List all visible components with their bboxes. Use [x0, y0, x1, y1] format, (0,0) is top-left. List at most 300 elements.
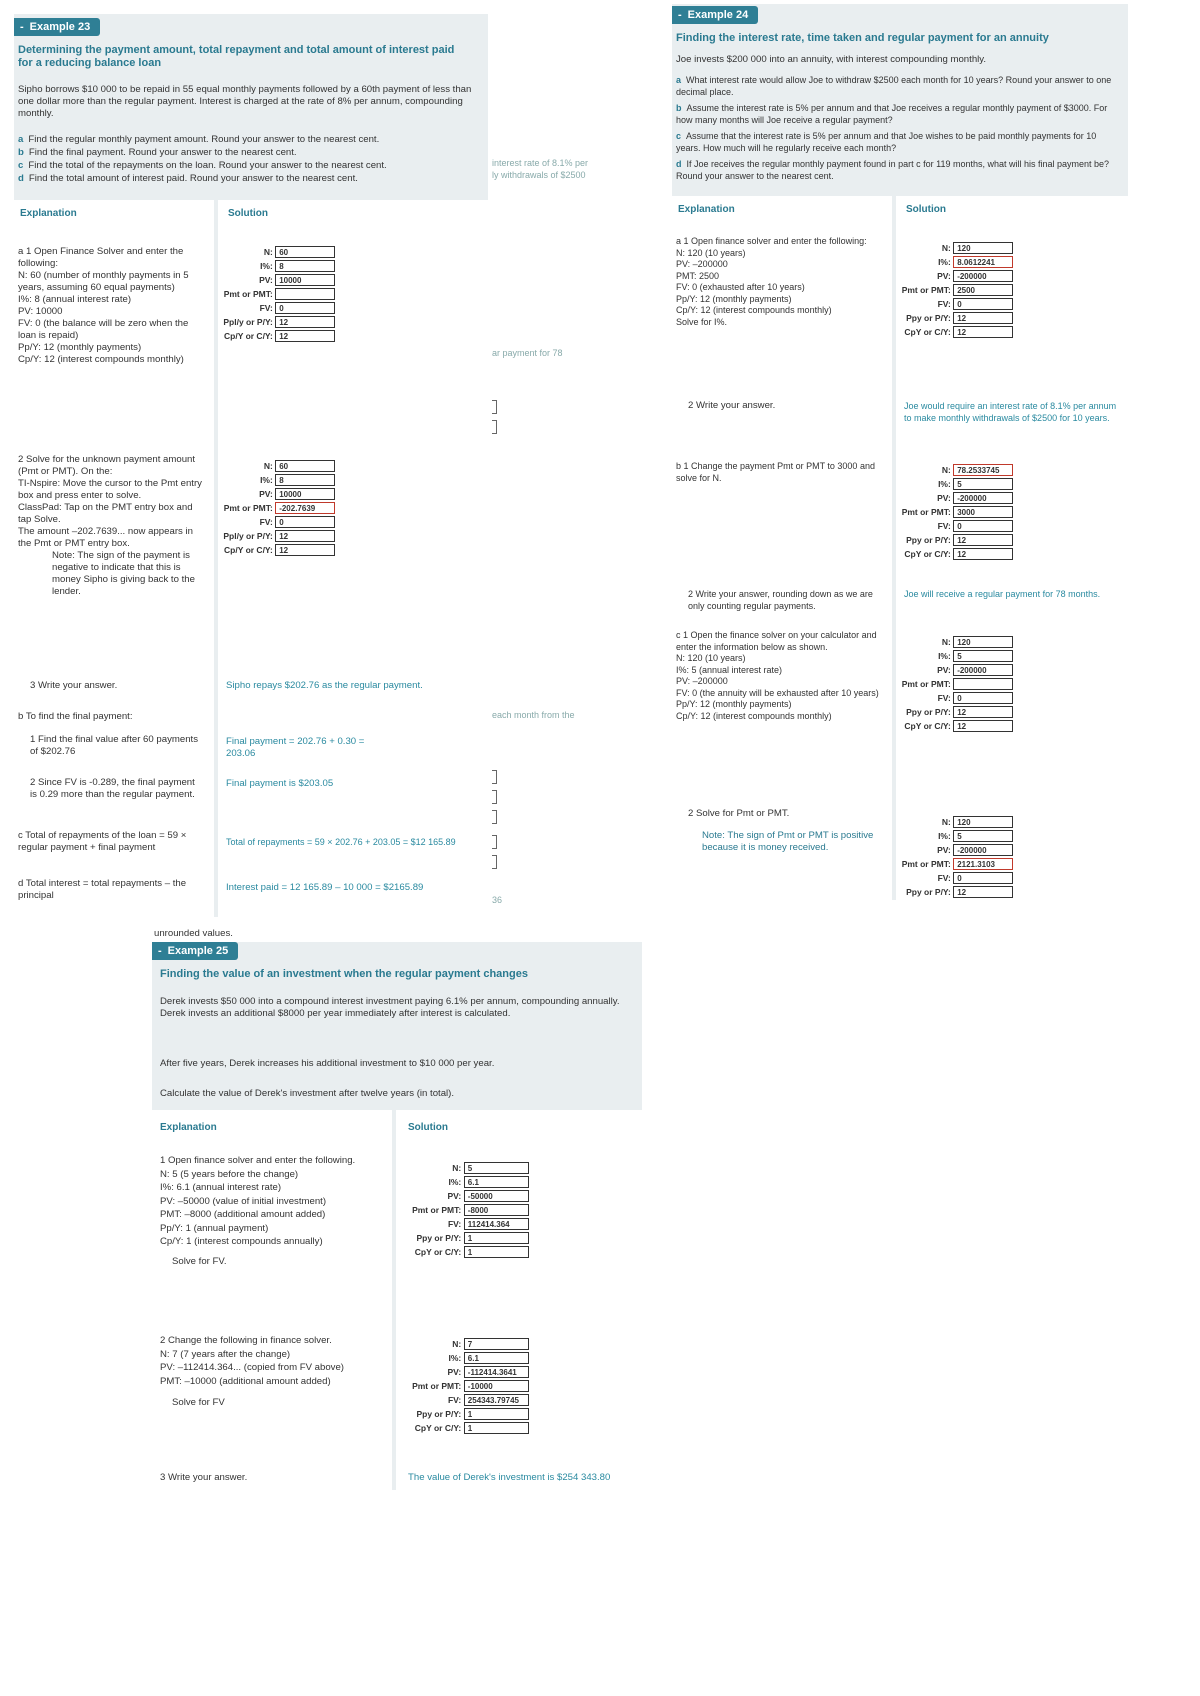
calculator-field-value: 12 [275, 330, 335, 342]
calculator-row [404, 1246, 534, 1260]
calculator-field-value: 12 [953, 534, 1013, 546]
calculator-field-value: 10000 [275, 488, 335, 500]
calculator-field-label: Pmt or PMT: [223, 289, 273, 299]
example-23-item-c [18, 160, 478, 172]
example-24-calculator-d [898, 816, 1018, 900]
item-letter: a [676, 75, 682, 85]
fragment-text-4: each month from the [492, 710, 575, 720]
calculator-field-value: 5 [953, 830, 1013, 842]
calculator-field-value: 12 [953, 720, 1013, 732]
calculator-row [220, 330, 340, 344]
explanation-line: FV: 0 (the balance will be zero when the loan is repaid) [18, 318, 189, 341]
example-24-item-b [676, 102, 1120, 126]
example-23-answer-b2: Final payment is $203.05 [226, 778, 334, 789]
calculator-row [898, 492, 1018, 506]
example-23-item-a [18, 134, 478, 146]
explanation-line: Pp/Y: 1 (annual payment) [160, 1222, 269, 1234]
calculator-field-label: PV: [259, 275, 273, 285]
calculator-field-label: Ppl/y or P/Y: [223, 531, 273, 541]
calculator-field-label: Pmt or PMT: [901, 679, 951, 689]
calculator-field-label: Pmt or PMT: [223, 503, 273, 513]
item-text: Assume that the interest rate is 5% per annum and that Joe wishes to be paid monthly payments for 10 years. How much will he regularly receive each month? [676, 131, 1097, 153]
calculator-field-label: Cp/Y or C/Y: [224, 331, 273, 341]
margin-mark [492, 400, 497, 414]
calculator-field-value: 10000 [275, 274, 335, 286]
calculator-field-value: 1 [464, 1246, 529, 1258]
calculator-field-label: Pmt or PMT: [901, 507, 951, 517]
calculator-row [898, 242, 1018, 256]
calculator-field-value: 1 [464, 1232, 529, 1244]
calculator-field-label: N: [452, 1339, 462, 1349]
calculator-field-value: 3000 [953, 506, 1013, 518]
item-text: Find the regular monthly payment amount. Round your answer to the nearest cent. [28, 134, 380, 145]
explanation-line: PV: 10000 [18, 306, 63, 317]
calculator-field-value: 0 [953, 520, 1013, 532]
explanation-line: Cp/Y: 12 (interest compounds monthly) [676, 710, 832, 721]
item-text: What interest rate would allow Joe to withdraw $2500 each month for 10 years? Round your answer to one decimal place. [676, 75, 1112, 97]
example-23-step-b1: 1 Find the final value after 60 payments of $202.76 [30, 734, 198, 757]
calculator-field-label: N: [941, 243, 951, 253]
calculator-row [220, 530, 340, 544]
calculator-row [898, 534, 1018, 548]
calculator-field-label: PV: [259, 489, 273, 499]
calculator-field-value: 12 [953, 326, 1013, 338]
example-23-solution-header: Solution [228, 208, 268, 219]
example-23-step-b2: 2 Since FV is -0.289, the final payment is 0.29 more than the regular payment. [30, 777, 195, 800]
calculator-field-label: I%: [448, 1353, 462, 1363]
calculator-field-label: I%: [938, 651, 951, 661]
calculator-field-value: 7 [464, 1338, 529, 1350]
calculator-field-label: Ppy or P/Y: [906, 887, 951, 897]
explanation-line: Solve for I%. [676, 316, 728, 327]
explanation-line: ClassPad: Tap on the PMT entry box and tap Solve. [18, 502, 193, 525]
calculator-row [898, 506, 1018, 520]
margin-mark [492, 855, 497, 869]
explanation-line: Pp/Y: 12 (monthly payments) [18, 342, 142, 353]
example-24-answer-b: Joe will receive a regular payment for 78 months. [904, 589, 1101, 599]
calculator-field-value: 0 [275, 516, 335, 528]
explanation-line: Pp/Y: 12 (monthly payments) [676, 699, 792, 709]
example-24-step-a1 [676, 236, 886, 328]
calculator-field-label: CpY or C/Y: [904, 721, 951, 731]
calculator-row [898, 548, 1018, 562]
calculator-row [404, 1422, 534, 1436]
example-24-item-d [676, 158, 1120, 182]
calculator-row [898, 844, 1018, 858]
explanation-line: 1 Open finance solver and enter the following. [160, 1155, 356, 1166]
example-23-explanation-header: Explanation [20, 208, 77, 219]
example-24-calculator-c [898, 636, 1018, 736]
example-25-solution-header: Solution [408, 1122, 448, 1133]
calculator-row [404, 1338, 534, 1352]
explanation-line: a 1 Open Finance Solver and enter the following: [18, 246, 184, 269]
explanation-line: Note: The sign of the payment is negative to indicate that this is money Sipho is giving back to the lender. [52, 550, 195, 597]
item-text: Find the final payment. Round your answer to the nearest cent. [28, 147, 297, 158]
calculator-field-label: PV: [937, 665, 951, 675]
calculator-field-label: Ppl/y or P/Y: [223, 317, 273, 327]
calculator-row [898, 298, 1018, 312]
calculator-row [220, 460, 340, 474]
calculator-field-label: I%: [938, 257, 951, 267]
calculator-field-label: PV: [937, 845, 951, 855]
item-text: Find the total amount of interest paid. Round your answer to the nearest cent. [28, 173, 358, 184]
example-24-panel [672, 4, 1128, 900]
calculator-field-value: -8000 [464, 1204, 529, 1216]
calculator-row [220, 474, 340, 488]
calculator-field-value: 8 [275, 474, 335, 486]
example-23-answer-c: Total of repayments = 59 × 202.76 + 203.05 = $12 165.89 [226, 837, 456, 847]
calculator-row [404, 1176, 534, 1190]
example-25-title: Finding the value of an investment when the regular payment changes [160, 968, 528, 980]
calculator-field-value: 12 [275, 316, 335, 328]
calculator-field-label: FV: [259, 303, 273, 313]
calculator-field-value: -200000 [953, 844, 1013, 856]
calculator-row [220, 302, 340, 316]
calculator-field-value: -112414.3641 [464, 1366, 529, 1378]
example-24-step-c2-note: Note: The sign of Pmt or PMT is positive because it is money received. [702, 830, 874, 853]
calculator-row [220, 260, 340, 274]
calculator-field-value: -10000 [464, 1380, 529, 1392]
example-25-tag [152, 942, 238, 960]
item-letter: d [676, 159, 682, 169]
calculator-row [898, 886, 1018, 900]
explanation-line: Solve for FV [172, 1397, 225, 1408]
calculator-field-label: N: [452, 1163, 462, 1173]
calculator-field-value: 0 [953, 298, 1013, 310]
fragment-text-2: ly withdrawals of $2500 [492, 170, 586, 180]
explanation-line: PV: –50000 (value of initial investment) [160, 1195, 327, 1207]
example-24-item-a [676, 74, 1120, 98]
margin-mark [492, 420, 497, 434]
calculator-row [898, 326, 1018, 340]
item-text: If Joe receives the regular monthly payment found in part c for 119 months, what will his final payment be? Round your answer to the nearest cent. [676, 159, 1110, 181]
calculator-field-label: CpY or C/Y: [414, 1423, 462, 1433]
example-24-step-b2: 2 Write your answer, rounding down as we are only counting regular payments. [688, 589, 873, 611]
calculator-field-value: -200000 [953, 664, 1013, 676]
calculator-field-value: -200000 [953, 270, 1013, 282]
calculator-field-value: 5 [464, 1162, 529, 1174]
calculator-row [404, 1380, 534, 1394]
example-23-step-b: b To find the final payment: [18, 711, 133, 722]
explanation-line: 2 Change the following in finance solver. [160, 1335, 332, 1346]
explanation-line: Cp/Y: 12 (interest compounds monthly) [18, 354, 184, 365]
example-24-intro: Joe invests $200 000 into an annuity, with interest compounding monthly. [676, 54, 987, 65]
calculator-field-label: PV: [447, 1367, 462, 1377]
calculator-field-label: I%: [448, 1177, 462, 1187]
calculator-field-value: 2121.3103 [953, 858, 1013, 870]
explanation-line: PMT: 2500 [676, 270, 720, 281]
calculator-field-label: PV: [937, 493, 951, 503]
previous-page-footnote: unrounded values. [154, 928, 233, 939]
calculator-field-value: 120 [953, 816, 1013, 828]
calculator-field-label: CpY or C/Y: [414, 1247, 462, 1257]
explanation-line: N: 5 (5 years before the change) [160, 1168, 299, 1180]
calculator-field-value: 12 [953, 312, 1013, 324]
example-25-intro: Derek invests $50 000 into a compound interest investment paying 6.1% per annum, compounding annually. Derek invests an additional $8000 per year immediately after interest is calculated. [160, 996, 620, 1019]
collapse-dash-icon: - [20, 21, 24, 33]
explanation-line: a 1 Open finance solver and enter the following: [676, 236, 867, 246]
calculator-field-value: 5 [953, 650, 1013, 662]
example-23-step-d: d Total interest = total repayments – the principal [18, 878, 187, 901]
calculator-row [404, 1232, 534, 1246]
calculator-field-value [953, 678, 1013, 690]
explanation-line: Solve for FV. [172, 1255, 227, 1267]
example-25-intro-2: After five years, Derek increases his additional investment to $10 000 per year. [160, 1058, 495, 1069]
calculator-field-value: 0 [275, 302, 335, 314]
calculator-row [220, 246, 340, 260]
calculator-field-label: Pmt or PMT: [901, 285, 951, 295]
item-letter: c [18, 160, 24, 171]
explanation-line: PMT: –10000 (additional amount added) [160, 1375, 331, 1387]
calculator-row [898, 650, 1018, 664]
calculator-field-value: 60 [275, 246, 335, 258]
example-25-step-2 [160, 1334, 386, 1410]
example-23-title: Determining the payment amount, total repayment and total amount of interest paid for a reducing balance loan [18, 44, 455, 69]
calculator-field-value: 1 [464, 1408, 529, 1420]
calculator-row [220, 288, 340, 302]
example-23-item-b [18, 147, 478, 159]
calculator-field-label: CpY or C/Y: [904, 327, 951, 337]
calculator-field-label: I%: [938, 479, 951, 489]
explanation-line: N: 120 (10 years) [676, 653, 746, 663]
calculator-field-value: 2500 [953, 284, 1013, 296]
calculator-row [404, 1190, 534, 1204]
calculator-field-value: 1 [464, 1422, 529, 1434]
calculator-field-label: FV: [447, 1395, 462, 1405]
calculator-field-value: 0 [953, 692, 1013, 704]
calculator-row [404, 1204, 534, 1218]
calculator-field-value: 120 [953, 242, 1013, 254]
example-23-answer-a: Sipho repays $202.76 as the regular payment. [226, 680, 423, 691]
calculator-field-value: 6.1 [464, 1352, 529, 1364]
example-23-calculator-1 [220, 246, 340, 346]
calculator-row [898, 706, 1018, 720]
calculator-row [898, 858, 1018, 872]
calculator-field-label: I%: [260, 475, 273, 485]
calculator-field-value: 12 [275, 544, 335, 556]
fragment-text-3: ar payment for 78 [492, 348, 563, 358]
example-23-step-a2 [18, 454, 206, 598]
example-25-tag-label: Example 25 [167, 945, 229, 957]
calculator-field-label: I%: [938, 831, 951, 841]
calculator-row [220, 316, 340, 330]
example-23-step-a1 [18, 246, 206, 366]
calculator-row [220, 502, 340, 516]
example-23-calculator-2 [220, 460, 340, 560]
explanation-line: Cp/Y: 12 (interest compounds monthly) [676, 305, 832, 315]
calculator-row [898, 692, 1018, 706]
calculator-field-value: 120 [953, 636, 1013, 648]
calculator-row [898, 678, 1018, 692]
calculator-row [898, 270, 1018, 284]
example-23-answer-d: Interest paid = 12 165.89 – 10 000 = $2165.89 [226, 882, 424, 893]
explanation-line: PMT: –8000 (additional amount added) [160, 1209, 326, 1220]
example-23-answer-b1: Final payment = 202.76 + 0.30 = 203.06 [226, 736, 365, 759]
calculator-field-label: N: [941, 637, 951, 647]
example-25-step-3: 3 Write your answer. [160, 1472, 248, 1483]
calculator-field-value: 254343.79745 [464, 1394, 529, 1406]
explanation-line: c 1 Open the finance solver on your calculator and enter the information below as shown. [676, 630, 877, 652]
explanation-line: I%: 6.1 (annual interest rate) [160, 1182, 282, 1193]
calculator-field-value [275, 288, 335, 300]
fragment-text-5: 36 [492, 895, 503, 905]
calculator-row [898, 284, 1018, 298]
calculator-row [404, 1394, 534, 1408]
calculator-row [898, 478, 1018, 492]
explanation-line: PV: –200000 [676, 676, 728, 686]
example-24-answer-a: Joe would require an interest rate of 8.1% per annum to make monthly withdrawals of $2500 for 10 years. [904, 401, 1117, 423]
calculator-field-label: CpY or C/Y: [904, 549, 951, 559]
calculator-field-label: N: [263, 247, 273, 257]
example-25-step-1 [160, 1154, 386, 1268]
calculator-row [898, 664, 1018, 678]
explanation-line: Pp/Y: 12 (monthly payments) [676, 293, 792, 304]
calculator-field-label: FV: [937, 521, 951, 531]
explanation-line: FV: 0 (the annuity will be exhausted after 10 years) [676, 687, 879, 698]
example-24-tag [672, 6, 758, 24]
calculator-field-value: 112414.364 [464, 1218, 529, 1230]
calculator-field-label: FV: [447, 1219, 462, 1229]
calculator-row [898, 816, 1018, 830]
calculator-row [898, 464, 1018, 478]
example-23-step-c: c Total of repayments of the loan = 59 × regular payment + final payment [18, 830, 187, 853]
example-23-intro: Sipho borrows $10 000 to be repaid in 55 equal monthly payments followed by a 60th payment of less than one dollar more than the regular payment. Interest is charged at the rate of 8% per annum, compounding monthly. [18, 84, 472, 119]
example-23-step-a3: 3 Write your answer. [30, 680, 118, 691]
explanation-line: PV: –200000 [676, 259, 728, 269]
example-23-tag-label: Example 23 [29, 21, 91, 33]
item-letter: b [676, 103, 682, 113]
calculator-field-label: PV: [937, 271, 951, 281]
calculator-field-value: 8 [275, 260, 335, 272]
example-24-step-b1: b 1 Change the payment Pmt or PMT to 3000 and solve for N. [676, 461, 875, 483]
explanation-line: I%: 5 (annual interest rate) [676, 664, 783, 675]
example-24-calculator-a [898, 242, 1018, 342]
example-23-item-d [18, 173, 478, 185]
example-24-tag-label: Example 24 [687, 9, 749, 21]
explanation-line: N: 60 (number of monthly payments in 5 years, assuming 60 equal payments) [18, 270, 189, 293]
calculator-field-label: Ppy or P/Y: [906, 707, 951, 717]
calculator-field-label: FV: [937, 873, 951, 883]
example-25-intro-3: Calculate the value of Derek's investment after twelve years (in total). [160, 1088, 455, 1099]
calculator-field-value: 12 [953, 706, 1013, 718]
calculator-field-value: 78.2533745 [953, 464, 1013, 476]
calculator-field-value: 12 [275, 530, 335, 542]
calculator-field-label: Ppy or P/Y: [416, 1409, 462, 1419]
explanation-line: The amount –202.7639... now appears in the Pmt or PMT entry box. [18, 526, 193, 549]
calculator-row [404, 1408, 534, 1422]
calculator-row [898, 872, 1018, 886]
calculator-field-value: 60 [275, 460, 335, 472]
calculator-field-value: -200000 [953, 492, 1013, 504]
example-24-explanation-header: Explanation [678, 204, 735, 215]
example-24-step-c2: 2 Solve for Pmt or PMT. [688, 808, 790, 819]
item-letter: a [18, 134, 24, 145]
calculator-row [220, 488, 340, 502]
explanation-line: TI-Nspire: Move the cursor to the Pmt entry box and press enter to solve. [18, 478, 202, 501]
calculator-field-value: 12 [953, 886, 1013, 898]
explanation-line: FV: 0 (exhausted after 10 years) [676, 282, 805, 292]
calculator-field-value: 6.1 [464, 1176, 529, 1188]
calculator-field-label: FV: [937, 693, 951, 703]
calculator-field-label: N: [263, 461, 273, 471]
margin-mark [492, 770, 497, 784]
calculator-field-label: N: [941, 817, 951, 827]
example-24-calculator-b [898, 464, 1018, 564]
calculator-field-value: 5 [953, 478, 1013, 490]
explanation-line: I%: 8 (annual interest rate) [18, 294, 132, 305]
example-23-tag [14, 18, 100, 36]
calculator-field-label: N: [941, 465, 951, 475]
calculator-field-value: 12 [953, 548, 1013, 560]
explanation-line: N: 120 (10 years) [676, 247, 746, 258]
calculator-field-label: Ppy or P/Y: [906, 535, 951, 545]
calculator-row [404, 1352, 534, 1366]
calculator-field-label: Ppy or P/Y: [416, 1233, 462, 1243]
item-text: Find the total of the repayments on the loan. Round your answer to the nearest cent. [28, 160, 387, 171]
calculator-row [220, 544, 340, 558]
calculator-field-value: 0 [953, 872, 1013, 884]
collapse-dash-icon: - [678, 9, 682, 21]
item-letter: d [18, 173, 24, 184]
example-25-calculator-2 [404, 1338, 534, 1438]
explanation-line: Cp/Y: 1 (interest compounds annually) [160, 1236, 323, 1247]
calculator-field-label: FV: [259, 517, 273, 527]
calculator-field-label: FV: [937, 299, 951, 309]
highlighted-pmt-box: -202.7639 [275, 502, 335, 514]
example-24-item-c [676, 130, 1120, 154]
explanation-line: 2 Solve for the unknown payment amount (Pmt or PMT). On the: [18, 454, 196, 477]
example-25-explanation-header: Explanation [160, 1122, 217, 1133]
example-25-panel [152, 942, 642, 1490]
example-24-solution-header: Solution [906, 204, 946, 215]
explanation-line: PV: –112414.364... (copied from FV above) [160, 1362, 344, 1373]
calculator-row [220, 274, 340, 288]
explanation-line: N: 7 (7 years after the change) [160, 1348, 291, 1360]
calculator-field-label: Ppy or P/Y: [906, 313, 951, 323]
example-24-title: Finding the interest rate, time taken and regular payment for an annuity [676, 32, 1049, 44]
example-25-answer: The value of Derek's investment is $254 343.80 [408, 1472, 611, 1483]
margin-mark [492, 790, 497, 804]
fragment-text-1: interest rate of 8.1% per [492, 158, 589, 168]
example-24-step-a2: 2 Write your answer. [688, 400, 776, 411]
calculator-field-value: 8.0612241 [953, 256, 1013, 268]
example-23-panel [14, 14, 488, 917]
calculator-field-label: Cp/Y or C/Y: [224, 545, 273, 555]
calculator-row [404, 1218, 534, 1232]
calculator-row [898, 256, 1018, 270]
calculator-row [898, 312, 1018, 326]
item-letter: b [18, 147, 24, 158]
calculator-field-label: Pmt or PMT: [412, 1381, 462, 1391]
calculator-row [404, 1162, 534, 1176]
calculator-field-label: PV: [447, 1191, 462, 1201]
margin-mark [492, 810, 497, 824]
example-24-step-c1 [676, 630, 886, 722]
calculator-row [898, 520, 1018, 534]
example-25-calculator-1 [404, 1162, 534, 1262]
calculator-row [404, 1366, 534, 1380]
collapse-dash-icon: - [158, 945, 162, 957]
margin-mark [492, 835, 497, 849]
item-text: Assume the interest rate is 5% per annum and that Joe receives a regular monthly payment of $3000. For how many months will Joe receive a regular payment? [676, 103, 1108, 125]
calculator-field-label: Pmt or PMT: [901, 859, 951, 869]
calculator-field-label: I%: [260, 261, 273, 271]
item-letter: c [676, 131, 682, 141]
calculator-row [220, 516, 340, 530]
calculator-row [898, 830, 1018, 844]
calculator-field-value: -50000 [464, 1190, 529, 1202]
calculator-row [898, 636, 1018, 650]
